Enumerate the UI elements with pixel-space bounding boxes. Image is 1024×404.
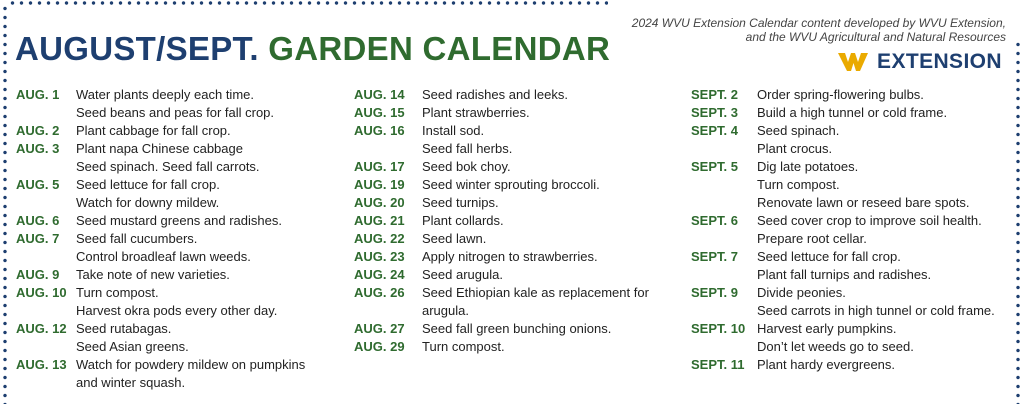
- task-text: Divide peonies.: [757, 285, 846, 300]
- credit-note: [632, 16, 1006, 44]
- task-text: Seed lettuce for fall crop.: [757, 249, 901, 264]
- entry-tasks: [76, 320, 346, 356]
- entry-date: SEPT. 4: [691, 123, 738, 138]
- calendar-entry: [354, 212, 674, 230]
- entry-date: AUG. 15: [354, 105, 405, 120]
- title-part-month: AUGUST/SEPT.: [15, 30, 259, 67]
- entry-date: AUG. 10: [16, 285, 67, 300]
- task-text: Plant crocus.: [757, 141, 833, 156]
- entry-date: AUG. 20: [354, 195, 405, 210]
- task-text: Plant cabbage for fall crop.: [76, 123, 231, 138]
- task-text: Seed mustard greens and radishes.: [76, 213, 282, 228]
- task-text: Prepare root cellar.: [757, 231, 867, 246]
- task-text: Build a high tunnel or cold frame.: [757, 105, 948, 120]
- calendar-entry: [354, 230, 674, 248]
- entry-date: AUG. 3: [16, 141, 60, 156]
- calendar-entry: [16, 230, 346, 266]
- entry-date: SEPT. 5: [691, 159, 738, 174]
- credit-line-2: and the WVU Agricultural and Natural Resources: [745, 30, 1006, 44]
- task-text: Apply nitrogen to strawberries.: [422, 249, 598, 264]
- entry-tasks: [76, 266, 346, 284]
- calendar-entry: [691, 122, 1011, 158]
- calendar-entry: [16, 122, 346, 140]
- calendar-entry: [354, 248, 674, 266]
- entry-tasks: [422, 122, 674, 158]
- entry-tasks: [757, 248, 1011, 284]
- credit-line-1: 2024 WVU Extension Calendar content developed by WVU Extension,: [631, 16, 1006, 30]
- calendar-entry: [691, 320, 1011, 356]
- entry-date: AUG. 16: [354, 123, 405, 138]
- calendar-entry: [16, 266, 346, 284]
- task-text: Take note of new varieties.: [76, 267, 230, 282]
- task-text: Seed radishes and leeks.: [422, 87, 568, 102]
- calendar-entry: [354, 86, 674, 104]
- calendar-column-2: [354, 86, 674, 356]
- calendar-entry: [354, 266, 674, 284]
- entry-tasks: [76, 140, 346, 176]
- task-text: Plant collards.: [422, 213, 504, 228]
- task-text: Control broadleaf lawn weeds.: [76, 249, 251, 264]
- entry-tasks: [422, 212, 674, 230]
- task-text: Seed fall cucumbers.: [76, 231, 198, 246]
- task-text: Turn compost.: [76, 285, 159, 300]
- entry-date: SEPT. 10: [691, 321, 746, 336]
- entry-date: AUG. 23: [354, 249, 405, 264]
- task-text: Seed bok choy.: [422, 159, 511, 174]
- entry-date: AUG. 5: [16, 177, 60, 192]
- entry-tasks: [757, 158, 1011, 212]
- entry-tasks: [422, 230, 674, 248]
- entry-date: AUG. 9: [16, 267, 60, 282]
- calendar-entry: [16, 140, 346, 176]
- dotted-border-top: [8, 0, 608, 6]
- task-text: Harvest early pumpkins.: [757, 321, 897, 336]
- entry-tasks: [422, 284, 674, 320]
- calendar-entry: [691, 158, 1011, 212]
- entry-tasks: [422, 104, 674, 122]
- entry-tasks: [757, 122, 1011, 158]
- entry-date: SEPT. 9: [691, 285, 738, 300]
- calendar-entry: [354, 284, 674, 320]
- entry-date: SEPT. 7: [691, 249, 738, 264]
- entry-date: SEPT. 2: [691, 87, 738, 102]
- entry-date: SEPT. 3: [691, 105, 738, 120]
- task-text: Turn compost.: [757, 177, 840, 192]
- task-text: Seed lettuce for fall crop.: [76, 177, 220, 192]
- task-text: Plant napa Chinese cabbage: [76, 141, 243, 156]
- entry-date: AUG. 22: [354, 231, 405, 246]
- dotted-border-left: [2, 4, 8, 404]
- entry-date: AUG. 24: [354, 267, 405, 282]
- entry-date: AUG. 7: [16, 231, 60, 246]
- task-text: Plant hardy evergreens.: [757, 357, 896, 372]
- calendar-entry: [354, 194, 674, 212]
- calendar-entry: [16, 320, 346, 356]
- task-text: and winter squash.: [76, 375, 186, 390]
- calendar-entry: [354, 158, 674, 176]
- task-text: arugula.: [422, 303, 469, 318]
- entry-tasks: [757, 104, 1011, 122]
- task-text: Seed spinach.: [757, 123, 840, 138]
- entry-date: AUG. 29: [354, 339, 405, 354]
- task-text: Dig late potatoes.: [757, 159, 859, 174]
- entry-date: AUG. 12: [16, 321, 67, 336]
- task-text: Seed spinach. Seed fall carrots.: [76, 159, 260, 174]
- task-text: Plant strawberries.: [422, 105, 530, 120]
- calendar-entry: [691, 284, 1011, 320]
- entry-tasks: [76, 212, 346, 230]
- entry-tasks: [422, 338, 674, 356]
- task-text: Turn compost.: [422, 339, 505, 354]
- task-text: Seed Asian greens.: [76, 339, 189, 354]
- calendar-entry: [354, 104, 674, 122]
- dotted-border-right: [1015, 40, 1021, 404]
- entry-tasks: [757, 212, 1011, 248]
- calendar-entry: [691, 356, 1011, 374]
- task-text: Order spring-flowering bulbs.: [757, 87, 924, 102]
- task-text: Seed cover crop to improve soil health.: [757, 213, 982, 228]
- calendar-column-1: [16, 86, 346, 392]
- task-text: Renovate lawn or reseed bare spots.: [757, 195, 970, 210]
- entry-date: SEPT. 6: [691, 213, 738, 228]
- task-text: Seed Ethiopian kale as replacement for: [422, 285, 649, 300]
- entry-tasks: [757, 356, 1011, 374]
- task-text: Seed beans and peas for fall crop.: [76, 105, 275, 120]
- calendar-column-3: [691, 86, 1011, 374]
- calendar-entry: [354, 320, 674, 338]
- task-text: Seed turnips.: [422, 195, 499, 210]
- entry-tasks: [76, 356, 346, 392]
- entry-date: AUG. 26: [354, 285, 405, 300]
- page-title: [15, 30, 610, 68]
- calendar-entry: [354, 338, 674, 356]
- entry-date: AUG. 2: [16, 123, 60, 138]
- task-text: Seed arugula.: [422, 267, 503, 282]
- title-part-calendar: GARDEN CALENDAR: [268, 30, 611, 67]
- task-text: Water plants deeply each time.: [76, 87, 254, 102]
- entry-tasks: [422, 176, 674, 194]
- calendar-entry: [16, 86, 346, 122]
- calendar-entry: [16, 356, 346, 392]
- calendar-entry: [691, 212, 1011, 248]
- entry-date: SEPT. 11: [691, 357, 745, 372]
- entry-tasks: [757, 320, 1011, 356]
- task-text: Watch for powdery mildew on pumpkins: [76, 357, 306, 372]
- entry-tasks: [76, 86, 346, 122]
- task-text: Harvest okra pods every other day.: [76, 303, 278, 318]
- entry-tasks: [422, 194, 674, 212]
- entry-date: AUG. 1: [16, 87, 60, 102]
- wv-logo-icon: [838, 51, 872, 73]
- entry-tasks: [422, 158, 674, 176]
- task-text: Install sod.: [422, 123, 485, 138]
- task-text: Seed carrots in high tunnel or cold frame.: [757, 303, 995, 318]
- calendar-entry: [16, 176, 346, 212]
- entry-tasks: [757, 86, 1011, 104]
- entry-date: AUG. 13: [16, 357, 67, 372]
- calendar-entry: [354, 176, 674, 194]
- entry-tasks: [422, 86, 674, 104]
- entry-date: AUG. 21: [354, 213, 405, 228]
- entry-tasks: [76, 230, 346, 266]
- entry-tasks: [422, 320, 674, 338]
- entry-date: AUG. 14: [354, 87, 405, 102]
- calendar-entry: [16, 284, 346, 320]
- task-text: Seed fall herbs.: [422, 141, 513, 156]
- task-text: Watch for downy mildew.: [76, 195, 220, 210]
- calendar-entry: [691, 86, 1011, 104]
- entry-date: AUG. 27: [354, 321, 405, 336]
- calendar-entry: [16, 212, 346, 230]
- entry-tasks: [76, 122, 346, 140]
- task-text: Seed lawn.: [422, 231, 487, 246]
- entry-tasks: [757, 284, 1011, 320]
- entry-tasks: [76, 284, 346, 320]
- entry-date: AUG. 6: [16, 213, 60, 228]
- entry-tasks: [76, 176, 346, 212]
- extension-logo: [838, 50, 1002, 74]
- calendar-entry: [354, 122, 674, 158]
- entry-tasks: [422, 266, 674, 284]
- entry-date: AUG. 17: [354, 159, 405, 174]
- calendar-entry: [691, 104, 1011, 122]
- task-text: Seed rutabagas.: [76, 321, 172, 336]
- entry-date: AUG. 19: [354, 177, 405, 192]
- task-text: Seed winter sprouting broccoli.: [422, 177, 600, 192]
- task-text: Seed fall green bunching onions.: [422, 321, 612, 336]
- logo-wordmark: EXTENSION: [877, 50, 1002, 73]
- calendar-entry: [691, 248, 1011, 284]
- task-text: Don’t let weeds go to seed.: [757, 339, 914, 354]
- entry-tasks: [422, 248, 674, 266]
- task-text: Plant fall turnips and radishes.: [757, 267, 932, 282]
